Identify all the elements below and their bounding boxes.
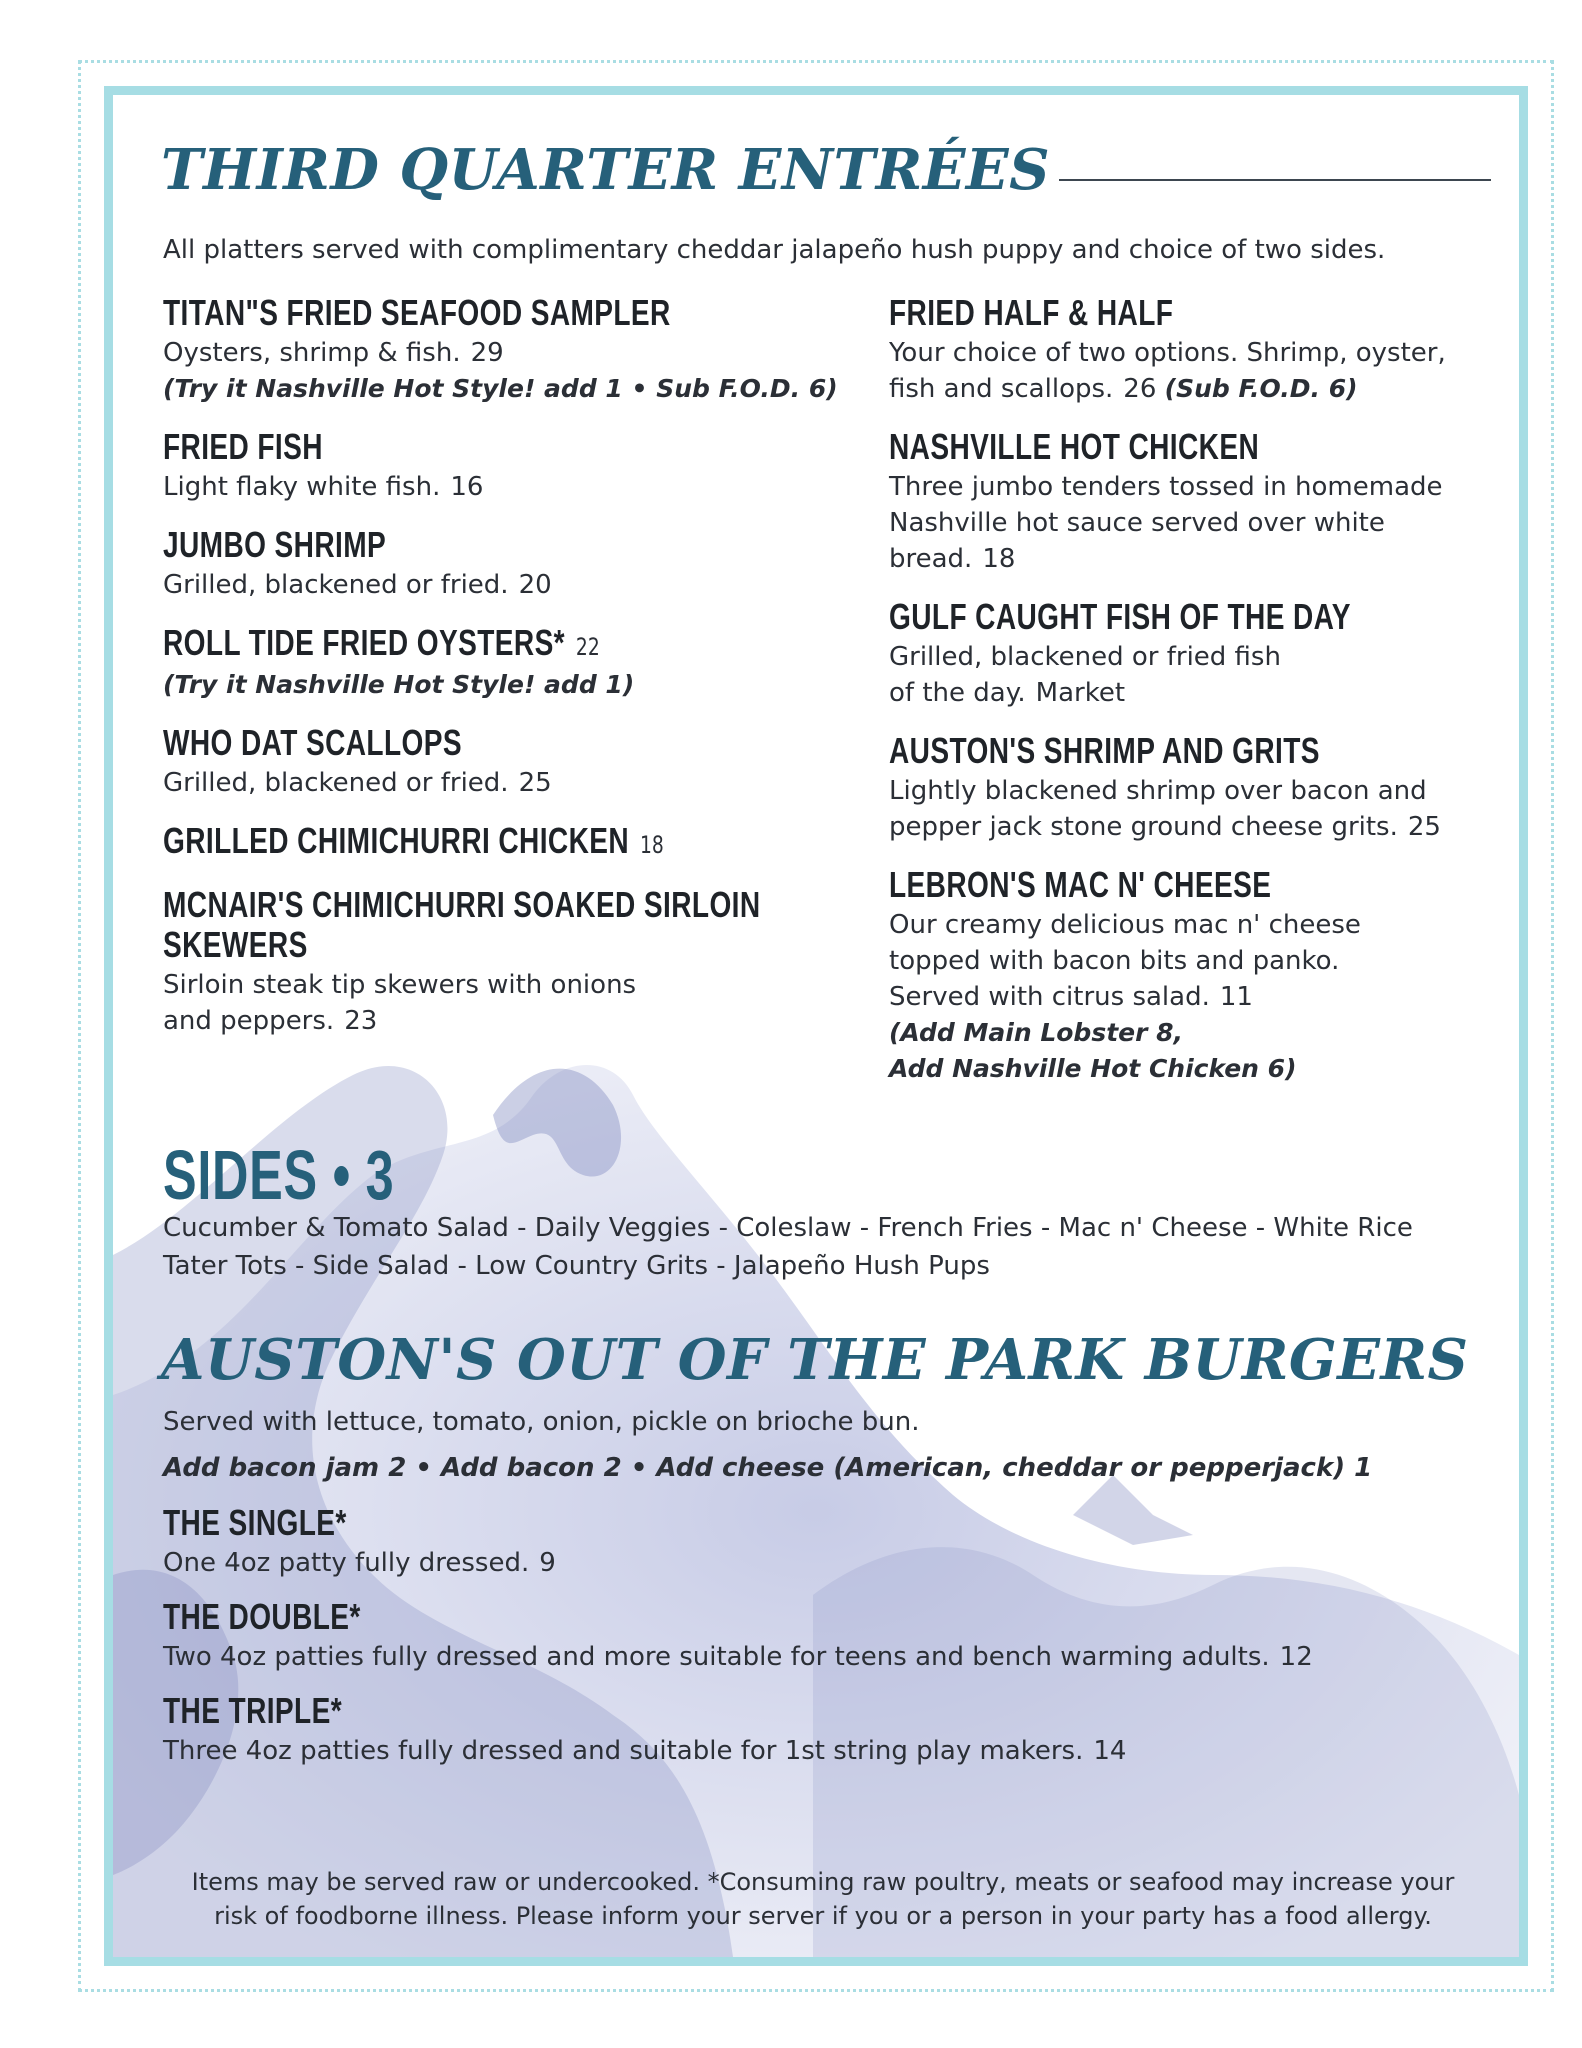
disclaimer-line: risk of foodborne illness. Please inform your server if you or a person in your party has a food allergy.: [214, 1902, 1432, 1930]
item-desc: Your choice of two options. Shrimp, oyster, fish and scallops. 26 (Sub F.O.D. 6): [889, 338, 1446, 404]
menu-item: [163, 525, 903, 603]
item-desc: Light flaky white fish. 16: [163, 472, 484, 502]
item-name: THE DOUBLE*: [163, 1596, 361, 1637]
item-desc: Grilled, blackened or fried fish of the day. Market: [889, 642, 1281, 708]
item-name: NASHVILLE HOT CHICKEN: [889, 426, 1260, 467]
item-name: WHO DAT SCALLOPS: [163, 722, 462, 763]
menu-item: [889, 597, 1509, 711]
item-note: Add Nashville Hot Chicken 6): [889, 1054, 1297, 1083]
item-name: AUSTON'S SHRIMP AND GRITS: [889, 730, 1320, 771]
item-note: (Sub F.O.D. 6): [1164, 374, 1358, 403]
item-price: 9: [539, 1548, 556, 1578]
burgers-addons: Add bacon jam 2 • Add bacon 2 • Add cheese (American, cheddar or pepperjack) 1: [163, 1453, 1373, 1483]
burgers-intro: Served with lettuce, tomato, onion, pickle on brioche bun.: [163, 1407, 920, 1437]
item-desc: Three jumbo tenders tossed in homemade Nashville hot sauce served over white bread. 18: [889, 472, 1443, 574]
entrees-title: THIRD QUARTER ENTRÉES: [161, 137, 1051, 203]
item-name: TITAN"S FRIED SEAFOOD SAMPLER: [163, 292, 671, 333]
menu-item: [163, 885, 903, 1039]
sides-line: Cucumber & Tomato Salad - Daily Veggies - Coleslaw - French Fries - Mac n' Cheese - White Rice: [163, 1213, 1413, 1243]
item-note: (Add Main Lobster 8,: [889, 1018, 1184, 1047]
item-desc: Oysters, shrimp & fish. 29: [163, 338, 504, 368]
item-name: LEBRON'S MAC N' CHEESE: [889, 864, 1272, 905]
menu-content: [113, 95, 1519, 1957]
burgers-title: AUSTON'S OUT OF THE PARK BURGERS: [161, 1327, 1469, 1393]
title-rule: [1059, 179, 1491, 181]
disclaimer-line: Items may be served raw or undercooked. *Consuming raw poultry, meats or seafood may increase your: [191, 1868, 1455, 1896]
menu-item: [889, 865, 1509, 1087]
item-name: ROLL TIDE FRIED OYSTERS* 22: [163, 622, 600, 663]
entrees-left-column: [163, 293, 903, 1059]
menu-item: [889, 731, 1509, 845]
item-price: 25: [518, 768, 552, 798]
item-desc: Grilled, blackened or fried. 25: [163, 768, 552, 798]
menu-item: [889, 427, 1509, 577]
item-desc: Grilled, blackened or fried. 20: [163, 570, 552, 600]
menu-item: [163, 1597, 1493, 1675]
menu-item: [163, 821, 903, 865]
item-price: 23: [344, 1006, 378, 1036]
item-price: 14: [1093, 1736, 1127, 1766]
item-price: 22: [575, 633, 600, 661]
item-price: 16: [450, 472, 484, 502]
item-price: 25: [1407, 812, 1441, 842]
item-name: FRIED HALF & HALF: [889, 292, 1174, 333]
menu-item: [163, 1691, 1493, 1769]
item-price: 18: [639, 831, 664, 859]
item-desc: One 4oz patty fully dressed. 9: [163, 1548, 556, 1578]
menu-item: [889, 293, 1509, 407]
menu-page: [104, 86, 1528, 1966]
sides-list: [163, 1209, 1493, 1285]
item-price: Market: [1035, 678, 1126, 708]
item-desc: Our creamy delicious mac n' cheese topped with bacon bits and panko. Served with citrus salad. 11: [889, 910, 1361, 1012]
item-price: 29: [470, 338, 504, 368]
item-name: GULF CAUGHT FISH OF THE DAY: [889, 596, 1351, 637]
entrees-right-column: [889, 293, 1509, 1107]
item-name: JUMBO SHRIMP: [163, 524, 387, 565]
item-note: (Try it Nashville Hot Style! add 1): [163, 670, 635, 699]
item-name: FRIED FISH: [163, 426, 323, 467]
item-desc: Two 4oz patties fully dressed and more suitable for teens and bench warming adults. 12: [163, 1642, 1313, 1672]
item-name: THE SINGLE*: [163, 1502, 347, 1543]
item-desc: Three 4oz patties fully dressed and suitable for 1st string play makers. 14: [163, 1736, 1127, 1766]
item-price: 11: [1219, 982, 1253, 1012]
item-note: (Try it Nashville Hot Style! add 1 • Sub F.O.D. 6): [163, 374, 838, 403]
item-price: 12: [1279, 1642, 1313, 1672]
menu-item: [163, 623, 903, 703]
item-price: 26: [1123, 374, 1157, 404]
allergy-disclaimer: [173, 1865, 1473, 1933]
menu-item: [163, 293, 903, 407]
sides-line: Tater Tots - Side Salad - Low Country Grits - Jalapeño Hush Pups: [163, 1251, 990, 1281]
menu-item: [163, 427, 903, 505]
item-desc: Lightly blackened shrimp over bacon and pepper jack stone ground cheese grits. 25: [889, 776, 1441, 842]
burgers-list: [163, 1503, 1493, 1785]
menu-item: [163, 723, 903, 801]
entrees-intro: All platters served with complimentary cheddar jalapeño hush puppy and choice of two sides.: [163, 235, 1386, 265]
sides-title: SIDES • 3: [163, 1136, 395, 1214]
item-name: GRILLED CHIMICHURRI CHICKEN 18: [163, 820, 664, 861]
item-desc: Sirloin steak tip skewers with onions and peppers. 23: [163, 970, 637, 1036]
item-price: 20: [518, 570, 552, 600]
menu-item: [163, 1503, 1493, 1581]
item-price: 18: [982, 544, 1016, 574]
item-name: THE TRIPLE*: [163, 1690, 343, 1731]
item-name: MCNAIR'S CHIMICHURRI SOAKED SIRLOIN SKEWERS: [163, 884, 761, 965]
